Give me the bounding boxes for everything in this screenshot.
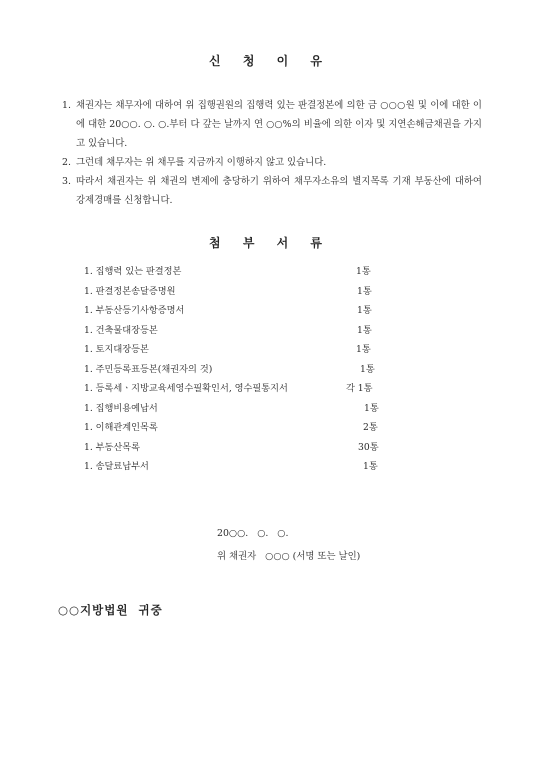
reason-item-text: 채권자는 채무자에 대하여 위 집행권원의 집행력 있는 판결정본에 의한 금 ○○○원 및 이에 대한 이에 대한 20○○. ○. ○.부터 다 갚는 날까지 연 ○○%의 비율에 의한 이자 및 지연손해금채권을 가지고 있습니다.	[76, 100, 482, 149]
attachment-quantity: 1통	[363, 461, 378, 472]
attachments-heading: 첨 부 서 류	[209, 236, 331, 250]
attachment-quantity: 30통	[358, 441, 379, 453]
creditor-signature-line: 위 채권자 ○○○ (서명 또는 날인)	[217, 551, 361, 562]
attachment-item	[84, 418, 414, 438]
attachment-name: 1. 부동산목록	[84, 441, 141, 453]
attachment-quantity: 각 1통	[346, 383, 373, 394]
attachment-quantity: 1통	[360, 363, 375, 375]
attachment-item	[84, 457, 414, 477]
attachment-name: 1. 판결정본송달증명원	[84, 285, 176, 297]
reason-item-3	[62, 172, 482, 210]
attachment-name: 1. 주민등록표등본(채권자의 것)	[84, 363, 213, 375]
attachment-name: 1. 송달료납부서	[84, 461, 149, 472]
attachment-item	[84, 262, 414, 282]
reason-item-number: 1.	[62, 100, 71, 111]
attachment-name: 1. 이해관계인목록	[84, 422, 158, 433]
attachment-item	[84, 360, 414, 380]
attachment-item	[84, 438, 414, 458]
attachment-name: 1. 부동산등기사항증명서	[84, 305, 185, 316]
attachment-item	[84, 321, 414, 341]
reason-item-text: 따라서 채권자는 위 채권의 변제에 충당하기 위하여 채무자소유의 별지목록 기재 부동산에 대하여 강제경매를 신청합니다.	[76, 176, 482, 206]
reason-list	[62, 96, 482, 210]
attachment-name: 1. 토지대장등본	[84, 344, 149, 355]
attachment-item	[84, 379, 414, 399]
court-addressee: ○○지방법원 귀중	[58, 603, 163, 617]
attachment-item	[84, 399, 414, 419]
attachment-quantity: 1통	[357, 305, 372, 316]
attachment-item	[84, 282, 414, 302]
attachment-name: 1. 등록세ㆍ지방교육세영수필확인서, 영수필통지서	[84, 383, 288, 394]
attachment-quantity: 1통	[357, 285, 372, 297]
attachment-name: 1. 건축물대장등본	[84, 324, 158, 336]
reason-heading: 신 청 이 유	[209, 54, 331, 68]
attachment-quantity: 1통	[364, 402, 379, 414]
attachment-item	[84, 301, 414, 321]
reason-item-number: 3.	[62, 176, 71, 187]
attachment-quantity: 1통	[356, 266, 371, 277]
reason-item-1	[62, 96, 482, 153]
attachment-quantity: 1통	[356, 344, 371, 355]
attachment-name: 1. 집행비용예납서	[84, 402, 158, 414]
attachments-list	[84, 262, 414, 477]
reason-item-text: 그런데 채무자는 위 채무를 지금까지 이행하지 않고 있습니다.	[76, 157, 327, 168]
attachment-quantity: 2통	[363, 422, 378, 433]
reason-item-number: 2.	[62, 157, 71, 168]
attachment-name: 1. 집행력 있는 판결정본	[84, 266, 182, 277]
attachment-item	[84, 340, 414, 360]
attachment-quantity: 1통	[357, 324, 372, 336]
application-date: 20○○. ○. ○.	[217, 528, 289, 539]
reason-item-2	[62, 153, 482, 172]
